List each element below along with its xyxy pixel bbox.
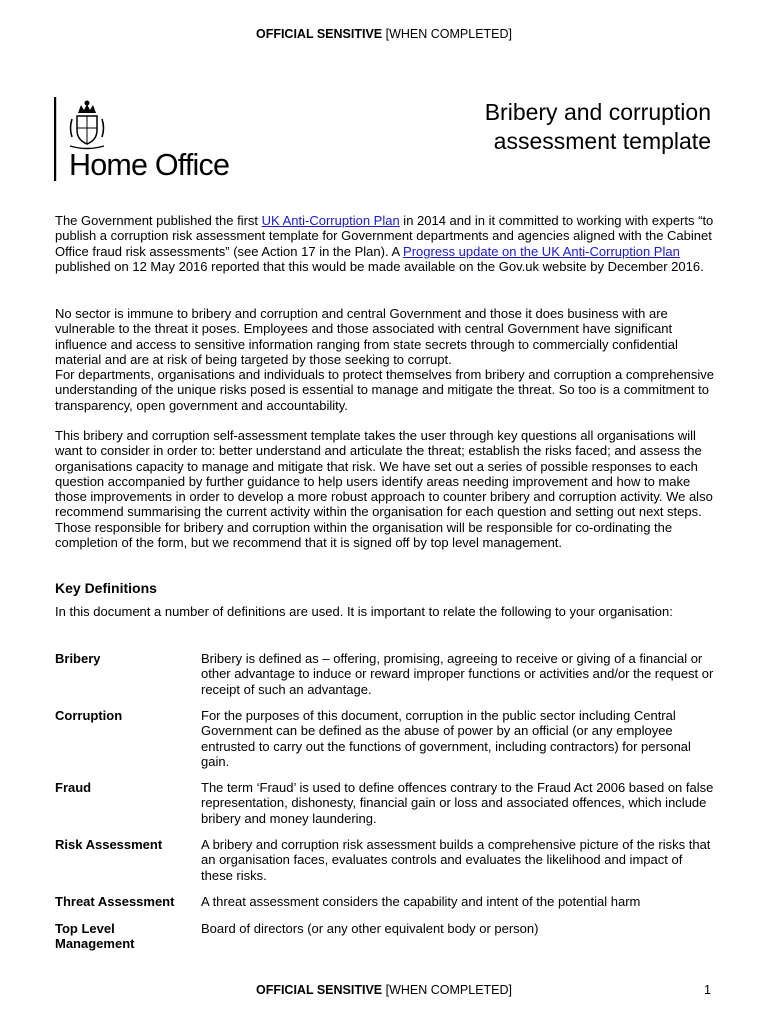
- page-number: 1: [704, 983, 711, 997]
- definition-term-corruption: Corruption: [55, 708, 123, 723]
- key-definitions-heading: Key Definitions: [55, 580, 157, 596]
- header-classification-banner: [0, 27, 768, 41]
- definition-text-risk-assessment: A bribery and corruption risk assessment builds a comprehensive picture of the risks that an organisation faces, evaluates controls and evaluates the likelihood and impact of these risks.: [201, 837, 711, 883]
- definition-term-top-level-management: Top Level Management: [55, 921, 135, 952]
- p1-text-a: The Government published the first: [55, 213, 262, 228]
- header-banner-rest: [WHEN COMPLETED]: [382, 27, 513, 41]
- title-line-2: assessment template: [493, 128, 711, 154]
- document-title: [411, 98, 711, 156]
- intro-paragraph-1: [55, 213, 715, 274]
- uk-anti-corruption-plan-link[interactable]: UK Anti-Corruption Plan: [261, 213, 400, 228]
- definition-text-corruption: For the purposes of this document, corruption in the public sector including Central Government can be defined as the abuse of power by an official (or any employee entrusted to carry out the functions of government, including contractors) for personal gain.: [201, 708, 691, 769]
- footer-classification-banner: [0, 983, 768, 997]
- definition-term-threat-assessment: Threat Assessment: [55, 894, 175, 909]
- progress-update-link[interactable]: Progress update on the UK Anti-Corruption Plan: [403, 243, 680, 259]
- p2-text: No sector is immune to bribery and corruption and central Government and those it does business with are vulnerable to the threat it poses. Employees and those associated with central Government have significant influence and access to sensitive information ranging from state secrets through to commercially confidential material and are at risk of being targeted by those seeking to corrupt.: [55, 306, 678, 367]
- key-definitions-intro: In this document a number of definitions are used. It is important to relate the following to your organisation:: [55, 604, 673, 619]
- definition-text-fraud: The term ‘Fraud’ is used to define offences contrary to the Fraud Act 2006 based on false representation, dishonesty, financial gain or loss and associated offences, which include bribery and money laundering.: [201, 780, 714, 826]
- definition-term-risk-assessment: Risk Assessment: [55, 837, 163, 852]
- logo-text: Home Office: [69, 148, 230, 182]
- intro-paragraph-2: [55, 306, 715, 413]
- definition-text-threat-assessment: A threat assessment considers the capability and intent of the potential harm: [201, 894, 641, 909]
- p1-text-c: published on 12 May 2016 reported that this would be made available on the Gov.uk website by December 2016.: [55, 258, 704, 274]
- p3-text: For departments, organisations and individuals to protect themselves from bribery and corruption a comprehensive understanding of the unique risks posed is essential to manage and mitigate the threat. So too is a commitment to transparency, open government and accountability.: [55, 367, 715, 413]
- title-line-1: Bribery and corruption: [484, 99, 711, 125]
- definition-term-fraud: Fraud: [55, 780, 92, 795]
- definition-term-bribery: Bribery: [55, 651, 101, 666]
- definition-text-bribery: Bribery is defined as – offering, promising, agreeing to receive or giving of a financial or other advantage to induce or reward improper functions or activities and/or the request or receipt of such an advantage.: [201, 651, 714, 697]
- header-banner-bold: OFFICIAL SENSITIVE: [255, 27, 383, 41]
- home-office-logo: [54, 97, 254, 187]
- intro-paragraph-4: This bribery and corruption self-assessment template takes the user through key questions all organisations will want to consider in order to: better understand and articulate the threat; establish the risks faced; and assess the organisations capacity to manage and mitigate that risk. We have set out a series of possible responses to each question accompanied by further guidance to help users identify areas needing improvement and how to make those improvements in order to develop a more robust approach to counter bribery and corruption activity. We also recommend summarising the current activity within the organisation for each question and setting out next steps. Those responsible for bribery and corruption within the organisation will be responsible for co-ordinating the completion of the form, but we recommend that it is signed off by top level management.: [55, 428, 713, 551]
- definition-text-top-level-management: Board of directors (or any other equivalent body or person): [201, 921, 539, 936]
- p1-text-b: in 2014 and in it committed to working with experts “to publish a corruption risk assessment template for Government departments and agencies aligned with the Cabinet Office fraud risk assessments” (see Action 17 in the Plan). A: [55, 213, 714, 259]
- footer-banner-rest: [WHEN COMPLETED]: [382, 983, 513, 997]
- footer-banner-bold: OFFICIAL SENSITIVE: [255, 983, 383, 997]
- royal-crest-icon: [70, 101, 104, 149]
